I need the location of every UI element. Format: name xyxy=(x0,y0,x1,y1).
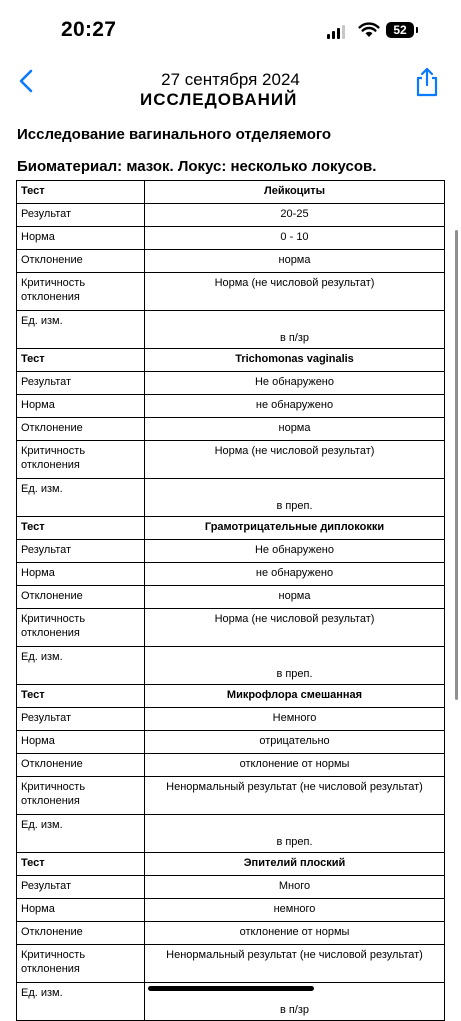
table-row-header xyxy=(17,349,445,372)
battery-tip xyxy=(416,27,418,33)
cell-value: Грамотрицательные диплококки xyxy=(145,517,445,540)
table-row-unit xyxy=(17,479,445,517)
status-time: 20:27 xyxy=(61,18,117,41)
table-row-deviation xyxy=(17,754,445,777)
table-row-unit xyxy=(17,815,445,853)
biomaterial-line: Биоматериал: мазок. Локус: несколько локусов. xyxy=(17,158,377,175)
cell-label: Критичность отклонения xyxy=(17,777,145,815)
cell-label: Отклонение xyxy=(17,586,145,609)
cell-value: немного xyxy=(145,899,445,922)
status-bar xyxy=(0,0,461,60)
table-row-result xyxy=(17,372,445,395)
cell-label: Отклонение xyxy=(17,250,145,273)
cell-label: Критичность отклонения xyxy=(17,945,145,983)
cell-label: Ед. изм. xyxy=(17,647,145,685)
table-row-header xyxy=(17,181,445,204)
table-row-norm xyxy=(17,227,445,250)
cell-label: Тест xyxy=(17,349,145,372)
cell-value: не обнаружено xyxy=(145,395,445,418)
cell-value: Норма (не числовой результат) xyxy=(145,441,445,479)
cell-value: Лейкоциты xyxy=(145,181,445,204)
cell-value: в преп. xyxy=(145,815,445,853)
cell-value: отрицательно xyxy=(145,731,445,754)
cell-label: Критичность отклонения xyxy=(17,441,145,479)
share-icon[interactable] xyxy=(412,66,442,98)
cell-value: Микрофлора смешанная xyxy=(145,685,445,708)
cell-label: Результат xyxy=(17,540,145,563)
cell-label: Результат xyxy=(17,204,145,227)
table-row-norm xyxy=(17,563,445,586)
scrollbar[interactable] xyxy=(455,230,458,700)
table-row-result xyxy=(17,204,445,227)
table-row-norm xyxy=(17,731,445,754)
cell-label: Отклонение xyxy=(17,922,145,945)
nav-title: 27 сентября 2024 xyxy=(161,70,300,89)
document-title: Исследование вагинального отделяемого xyxy=(17,126,332,143)
cell-value: норма xyxy=(145,418,445,441)
table-row-header xyxy=(17,685,445,708)
cell-label: Ед. изм. xyxy=(17,479,145,517)
table-row-header xyxy=(17,853,445,876)
cell-value: Немного xyxy=(145,708,445,731)
table-row-unit xyxy=(17,311,445,349)
cell-value: в преп. xyxy=(145,647,445,685)
table-row-criticality xyxy=(17,609,445,647)
table-row-criticality xyxy=(17,945,445,983)
cell-value: Норма (не числовой результат) xyxy=(145,609,445,647)
cell-label: Норма xyxy=(17,731,145,754)
table-row-criticality xyxy=(17,273,445,311)
cell-value: норма xyxy=(145,250,445,273)
wifi-icon xyxy=(358,22,380,38)
table-row-result xyxy=(17,708,445,731)
cell-value: Много xyxy=(145,876,445,899)
cell-label: Тест xyxy=(17,517,145,540)
document-view[interactable] xyxy=(0,90,461,1016)
table-row-unit xyxy=(17,647,445,685)
cell-label: Норма xyxy=(17,227,145,250)
table-row-deviation xyxy=(17,250,445,273)
cell-value: норма xyxy=(145,586,445,609)
table-row-header xyxy=(17,517,445,540)
cell-value: Trichomonas vaginalis xyxy=(145,349,445,372)
cell-label: Результат xyxy=(17,708,145,731)
cell-label: Норма xyxy=(17,563,145,586)
cell-value: в преп. xyxy=(145,479,445,517)
cellular-signal-icon xyxy=(327,25,347,39)
cell-label: Отклонение xyxy=(17,754,145,777)
home-indicator[interactable] xyxy=(148,986,314,991)
cell-value: отклонение от нормы xyxy=(145,922,445,945)
table-row-norm xyxy=(17,899,445,922)
cell-label: Критичность отклонения xyxy=(17,609,145,647)
cell-value: Эпителий плоский xyxy=(145,853,445,876)
cell-value: Норма (не числовой результат) xyxy=(145,273,445,311)
cell-value: 20-25 xyxy=(145,204,445,227)
cut-off-header: ИССЛЕДОВАНИЙ xyxy=(140,90,298,109)
table-row-criticality xyxy=(17,777,445,815)
cell-value: не обнаружено xyxy=(145,563,445,586)
table-row-deviation xyxy=(17,418,445,441)
cell-label: Ед. изм. xyxy=(17,815,145,853)
cell-label: Тест xyxy=(17,181,145,204)
cell-label: Тест xyxy=(17,853,145,876)
cell-value: отклонение от нормы xyxy=(145,754,445,777)
cell-label: Отклонение xyxy=(17,418,145,441)
cell-value: Не обнаружено xyxy=(145,372,445,395)
cell-value: в п/зр xyxy=(145,983,445,1021)
table-row-result xyxy=(17,876,445,899)
cell-value: Не обнаружено xyxy=(145,540,445,563)
battery-icon: 52 xyxy=(386,22,414,38)
cell-label: Норма xyxy=(17,395,145,418)
table-row-result xyxy=(17,540,445,563)
results-table xyxy=(16,180,445,1021)
table-row-deviation xyxy=(17,586,445,609)
cell-label: Результат xyxy=(17,876,145,899)
cell-label: Критичность отклонения xyxy=(17,273,145,311)
cell-label: Тест xyxy=(17,685,145,708)
cell-value: в п/зр xyxy=(145,311,445,349)
table-row-deviation xyxy=(17,922,445,945)
cell-value: 0 - 10 xyxy=(145,227,445,250)
table-row-norm xyxy=(17,395,445,418)
cell-value: Ненормальный результат (не числовой результат) xyxy=(145,945,445,983)
cell-label: Норма xyxy=(17,899,145,922)
cell-value: Ненормальный результат (не числовой результат) xyxy=(145,777,445,815)
table-row-criticality xyxy=(17,441,445,479)
cell-label: Ед. изм. xyxy=(17,983,145,1021)
cell-label: Ед. изм. xyxy=(17,311,145,349)
cell-label: Результат xyxy=(17,372,145,395)
